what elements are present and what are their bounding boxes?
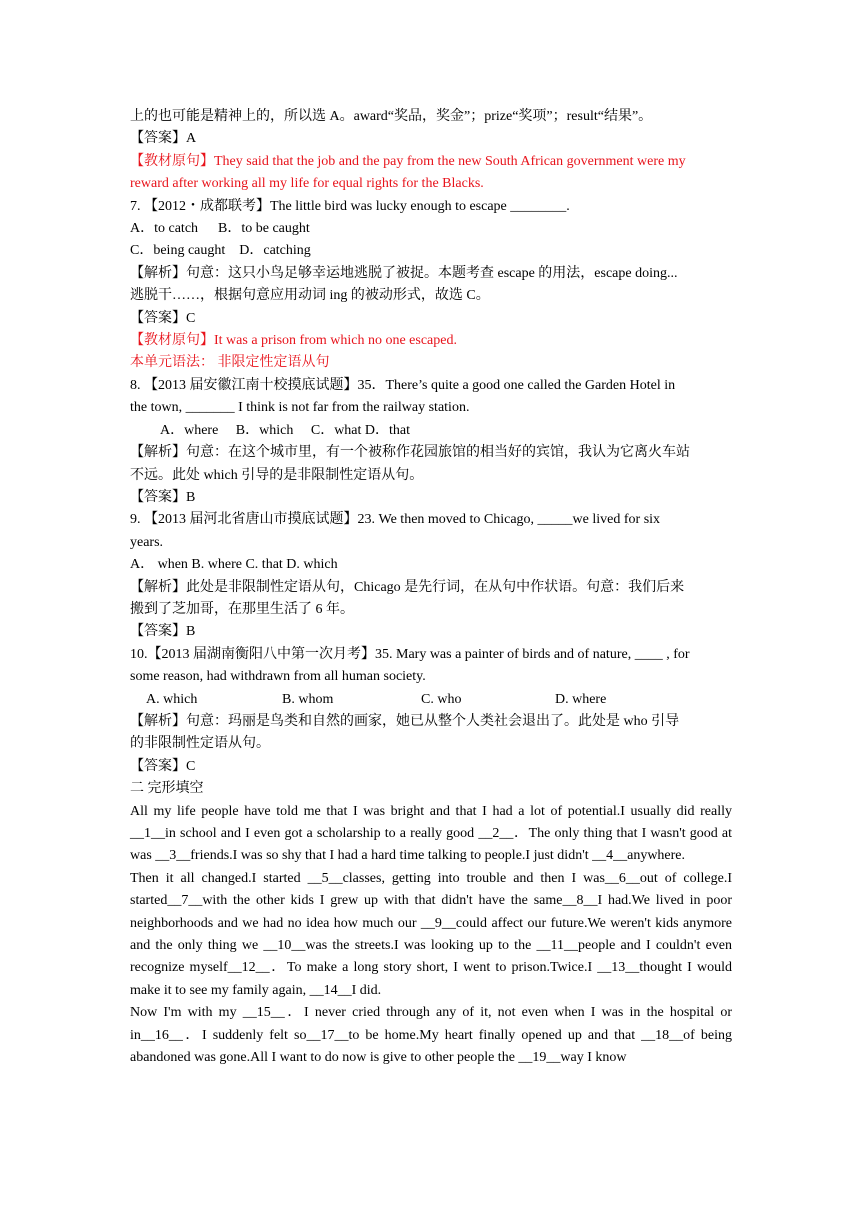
- answer-line: 【答案】B: [130, 489, 196, 505]
- explanation-line: 【解析】此处是非限制性定语从句，Chicago 是先行词，在从句中作状语。句意：我们后来: [130, 579, 685, 595]
- cloze-paragraph-2: Then it all changed.I started __5__classes, getting into trouble and then I was__6__out of college.I started__7__with the other kids I grew up with that didn't have the same__8__I had.We lived in poor neighborhoods and we had no idea how much our __9__could affect our future.We weren't kids anymore and the only thing we __10__was the streets.I was looking up to the __11__people and I couldn't even recognize myself__12__．To make a long story short, I went to prison.Twice.I __13__thought I would make it to see my family again, __14__I did.: [130, 870, 732, 998]
- q10-options: [130, 689, 732, 711]
- question-10: 10.【2013 届湖南衡阳八中第一次月考】35. Mary was a painter of birds and of nature, ____ , for: [130, 646, 690, 662]
- option: A. which: [146, 691, 198, 707]
- answer-line: 【答案】C: [130, 758, 196, 774]
- q7-options-1: [130, 218, 732, 240]
- explanation-line: 不远。此处 which 引导的是非限制性定语从句。: [130, 467, 424, 483]
- textbook-quote-cont: reward after working all my life for equal rights for the Blacks.: [130, 176, 484, 192]
- textbook-quote: 【教材原句】It was a prison from which no one escaped.: [130, 333, 457, 349]
- q7-options-2: C．being caught D．catching: [130, 243, 311, 259]
- cloze-paragraph-3: Now I'm with my __15__．I never cried through any of it, not even when I was in the hospital or in__16__．I suddenly felt so__17__to be home.My heart finally opened up and that __18__of being abandoned was gone.All I want to do now is give to other people the __19__way I know: [130, 1005, 732, 1066]
- question-10-cont: some reason, had withdrawn from all human society.: [130, 669, 426, 685]
- explanation-line: 【解析】句意：玛丽是鸟类和自然的画家，她已从整个人类社会退出了。此处是 who 引导: [130, 713, 680, 729]
- question-9-cont: years.: [130, 534, 164, 550]
- textbook-quote: 【教材原句】They said that the job and the pay from the new South African government were my: [130, 153, 686, 169]
- option: B．to be caught: [218, 221, 310, 237]
- question-7: 7. 【2012・成都联考】The little bird was lucky enough to escape ________.: [130, 198, 570, 214]
- unit-grammar-heading: 本单元语法： 非限定性定语从句: [130, 355, 330, 371]
- answer-line: 【答案】B: [130, 624, 196, 640]
- q8-options: A．where B．which C．what D．that: [160, 422, 411, 438]
- explanation-line: 【解析】句意：这只小鸟足够幸运地逃脱了被捉。本题考查 escape 的用法，escape doing...: [130, 265, 678, 281]
- cloze-paragraph-1: All my life people have told me that I was bright and that I had a lot of potential.I usually did really __1__in school and I even got a scholarship to a really good __2__．The only thing that I wasn't good at was __3__friends.I was so shy that I had a hard time talking to people.I just didn't __4__anywhere.: [130, 803, 732, 864]
- question-8-cont: the town, _______ I think is not far from the railway station.: [130, 400, 470, 416]
- explanation-line: 上的也可能是精神上的，所以选 A。award“奖品，奖金”；prize“奖项”；result“结果”。: [130, 109, 653, 124]
- answer-line: 【答案】C: [130, 310, 196, 326]
- explanation-line: 搬到了芝加哥，在那里生活了 6 年。: [130, 601, 354, 617]
- q9-options: A． when B. where C. that D. which: [130, 557, 338, 573]
- section-heading-cloze: 二 完形填空: [130, 781, 204, 797]
- explanation-line: 的非限制性定语从句。: [130, 736, 270, 752]
- question-8: 8. 【2013 届安徽江南十校摸底试题】35．There’s quite a good one called the Garden Hotel in: [130, 377, 676, 393]
- explanation-line: 【解析】句意：在这个城市里，有一个被称作花园旅馆的相当好的宾馆，我认为它离火车站: [130, 445, 690, 461]
- option: C. who: [421, 691, 462, 707]
- option: D. where: [555, 691, 607, 707]
- option: A．to catch: [130, 221, 199, 237]
- document-body: [130, 106, 732, 1069]
- explanation-line: 逃脱干……，根据句意应用动词 ing 的被动形式，故选 C。: [130, 288, 490, 304]
- question-9: 9. 【2013 届河北省唐山市摸底试题】23. We then moved to Chicago, _____we lived for six: [130, 512, 661, 528]
- option: B. whom: [282, 691, 334, 707]
- answer-line: 【答案】A: [130, 131, 197, 147]
